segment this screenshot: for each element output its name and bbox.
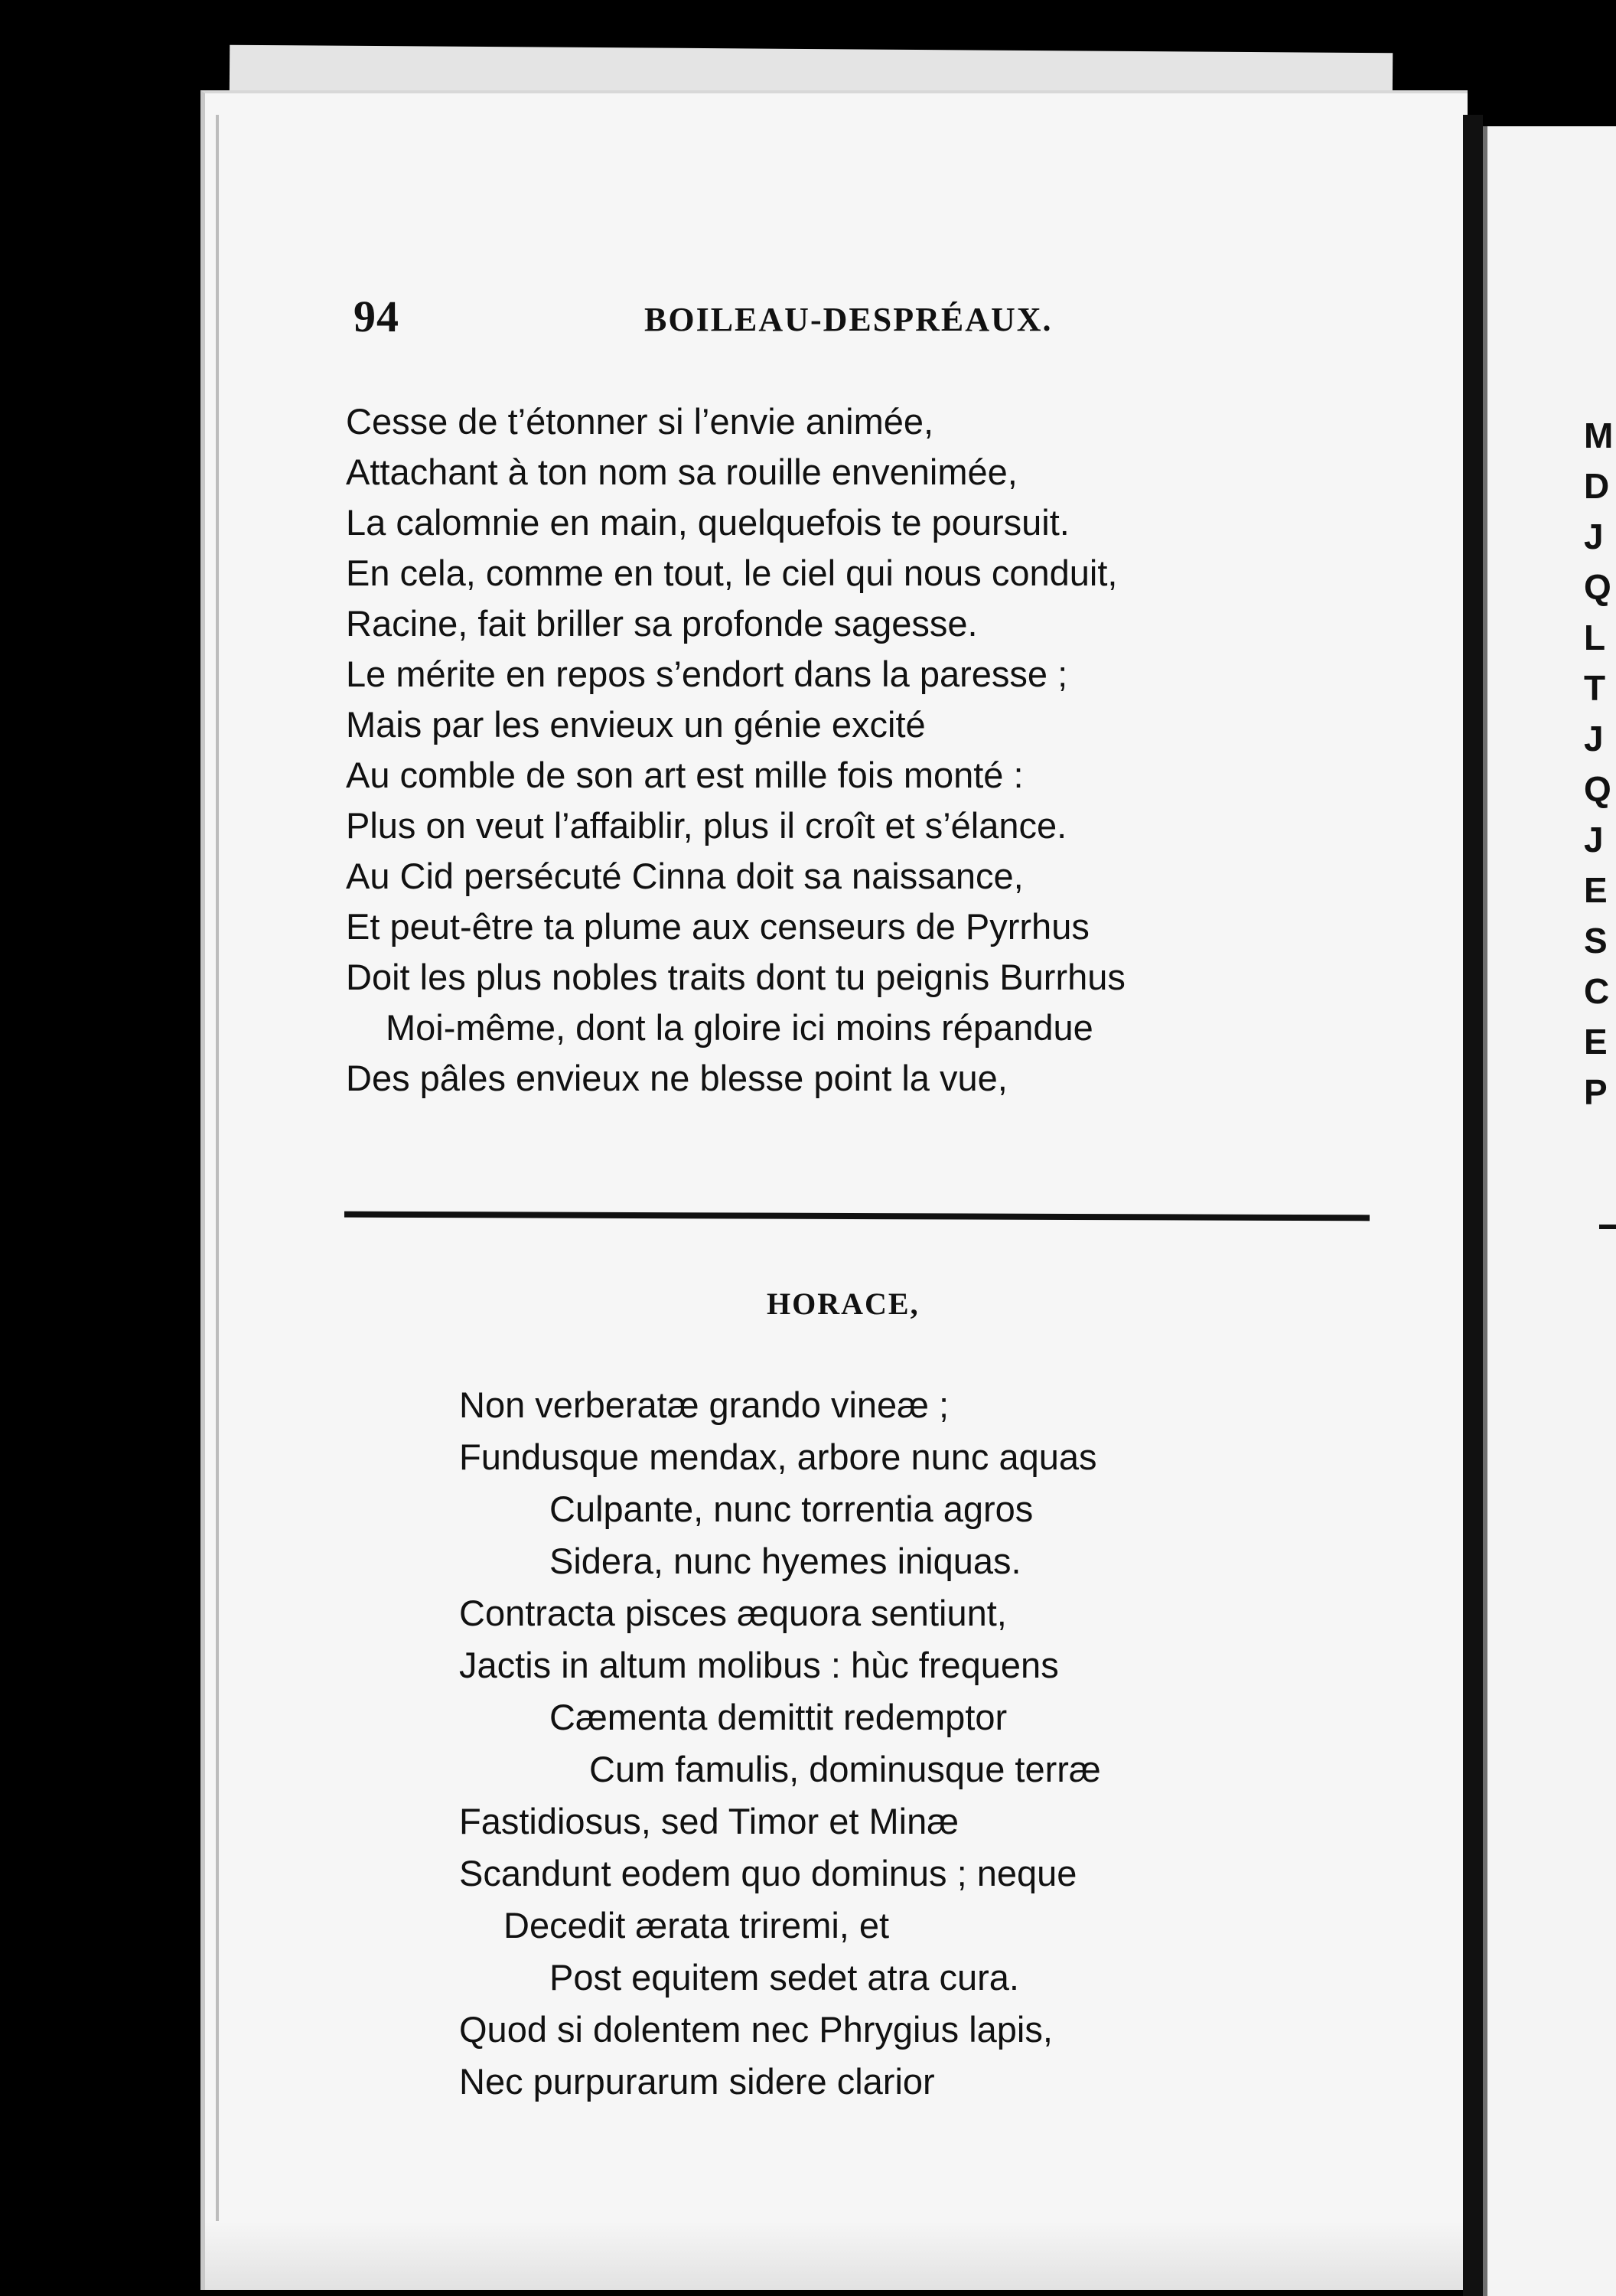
book-gutter [1463, 115, 1483, 2296]
poem-line: Quod si dolentem nec Phrygius lapis, [459, 2009, 1053, 2050]
poem-line: Cum famulis, dominusque terræ [589, 1749, 1101, 1789]
right-page-rule-fragment [1599, 1225, 1616, 1229]
right-page-line-initials [1584, 410, 1613, 1117]
french-poem [346, 396, 1126, 1104]
line-initial: Q [1584, 567, 1611, 607]
line-initial: D [1584, 466, 1610, 506]
poem-line: Plus on veut l’affaiblir, plus il croît et s’élance. [346, 805, 1067, 846]
poem-line: Moi-même, dont la gloire ici moins répandue [386, 1007, 1093, 1048]
poem-line: Non verberatæ grando vineæ ; [459, 1384, 950, 1425]
line-initial: J [1584, 820, 1604, 859]
poem-line: Fastidiosus, sed Timor et Minæ [459, 1801, 959, 1841]
line-initial: L [1584, 618, 1606, 657]
poem-line: Au Cid persécuté Cinna doit sa naissance, [346, 856, 1024, 896]
poem-line: Racine, fait briller sa profonde sagesse. [346, 603, 978, 644]
line-initial: C [1584, 971, 1610, 1011]
poem-line: Sidera, nunc hyemes iniquas. [549, 1541, 1021, 1581]
poem-line: Des pâles envieux ne blesse point la vue, [346, 1058, 1008, 1098]
poem-line: La calomnie en main, quelquefois te poursuit. [346, 502, 1070, 543]
line-initial: M [1584, 416, 1614, 455]
line-initial: E [1584, 870, 1608, 910]
poem-line: En cela, comme en tout, le ciel qui nous conduit, [346, 553, 1118, 593]
line-initial: T [1584, 668, 1606, 708]
poem-line: Attachant à ton nom sa rouille envenimée, [346, 452, 1018, 492]
poem-line: Contracta pisces æquora sentiunt, [459, 1593, 1007, 1633]
line-initial: E [1584, 1022, 1608, 1062]
poem-line: Culpante, nunc torrentia agros [549, 1489, 1034, 1529]
poem-line: Fundusque mendax, arbore nunc aquas [459, 1437, 1097, 1477]
line-initial: P [1584, 1072, 1608, 1112]
line-initial: J [1584, 719, 1604, 758]
poem-line: Doit les plus nobles traits dont tu peignis Burrhus [346, 957, 1126, 997]
poem-line: Au comble de son art est mille fois monté : [346, 755, 1024, 795]
poem-line: Post equitem sedet atra cura. [549, 1957, 1019, 1998]
poem-line: Scandunt eodem quo dominus ; neque [459, 1853, 1077, 1893]
poem-line: Cæmenta demittit redemptor [549, 1697, 1008, 1737]
latin-poem [459, 1379, 1101, 2108]
section-title: HORACE, [767, 1287, 920, 1321]
line-initial: J [1584, 517, 1604, 556]
poem-line: Jactis in altum molibus : hùc frequens [459, 1645, 1059, 1685]
poem-line: Mais par les envieux un génie excité [346, 704, 926, 745]
poem-line: Decedit ærata triremi, et [503, 1905, 890, 1945]
poem-line: Le mérite en repos s’endort dans la paresse ; [346, 654, 1068, 694]
poem-line: Cesse de t’étonner si l’envie animée, [346, 401, 934, 442]
line-initial: S [1584, 921, 1608, 960]
poem-line: Nec purpurarum sidere clarior [459, 2061, 935, 2102]
poem-line: Et peut-être ta plume aux censeurs de Pyrrhus [346, 906, 1090, 947]
running-title: BOILEAU-DESPRÉAUX. [644, 301, 1053, 338]
page-number: 94 [354, 292, 399, 341]
line-initial: Q [1584, 769, 1611, 809]
